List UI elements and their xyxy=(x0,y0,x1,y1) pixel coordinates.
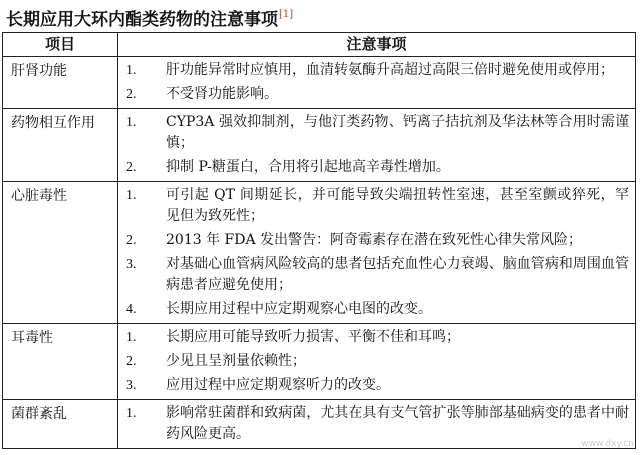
row-category: 心脏毒性 xyxy=(3,182,118,324)
list-item xyxy=(118,84,635,105)
item-number: 1. xyxy=(126,188,137,203)
item-number: 1. xyxy=(126,63,137,78)
list-item xyxy=(118,351,635,372)
item-text: 长期应用可能导致听力损害、平衡不佳和耳鸣； xyxy=(166,329,460,345)
row-precautions xyxy=(118,109,636,182)
table-body xyxy=(3,57,636,449)
header-precautions: 注意事项 xyxy=(118,33,636,57)
item-number: 3. xyxy=(126,257,137,272)
list-item xyxy=(118,60,635,81)
precautions-table xyxy=(2,32,636,449)
item-number: 1. xyxy=(126,406,137,421)
item-text: CYP3A 强效抑制剂，与他汀类药物、钙离子拮抗剂及华法林等合用时需谨慎； xyxy=(166,114,629,151)
list-item xyxy=(118,254,635,296)
row-precautions xyxy=(118,324,636,400)
list-item xyxy=(118,403,635,445)
item-text: 抑制 P-糖蛋白，合用将引起地高辛毒性增加。 xyxy=(166,159,450,175)
item-number: 4. xyxy=(126,302,137,317)
title-reference[interactable]: [1] xyxy=(279,9,294,20)
item-text: 可引起 QT 间期延长，并可能导致尖端扭转性室速，甚至室颤或猝死，罕见但为致死性； xyxy=(166,187,629,224)
item-number: 1. xyxy=(126,115,137,130)
item-number: 1. xyxy=(126,330,137,345)
row-category: 肝肾功能 xyxy=(3,57,118,109)
table-row xyxy=(3,324,636,400)
row-precautions xyxy=(118,400,636,449)
list-item xyxy=(118,157,635,178)
list-item xyxy=(118,299,635,320)
item-text: 肝功能异常时应慎用，血清转氨酶升高超过高限三倍时避免使用或停用； xyxy=(166,62,614,78)
table-row xyxy=(3,57,636,109)
table-row xyxy=(3,400,636,449)
item-number: 2. xyxy=(126,233,137,248)
watermark: www.dxy.cn xyxy=(581,439,634,449)
header-item: 项目 xyxy=(3,33,118,57)
item-text: 不受肾功能影响。 xyxy=(166,86,278,102)
item-number: 2. xyxy=(126,354,137,369)
list-item xyxy=(118,375,635,396)
title-text: 长期应用大环内酯类药物的注意事项 xyxy=(6,10,278,30)
table-row xyxy=(3,109,636,182)
row-precautions xyxy=(118,182,636,324)
table-row xyxy=(3,182,636,324)
table-header-row xyxy=(3,33,636,57)
row-category: 耳毒性 xyxy=(3,324,118,400)
item-text: 应用过程中应定期观察听力的改变。 xyxy=(166,377,390,393)
list-item xyxy=(118,327,635,348)
row-category: 药物相互作用 xyxy=(3,109,118,182)
item-number: 3. xyxy=(126,378,137,393)
page-title xyxy=(6,2,293,28)
item-number: 2. xyxy=(126,160,137,175)
item-text: 长期应用过程中应定期观察心电图的改变。 xyxy=(166,301,432,317)
list-item xyxy=(118,185,635,227)
list-item xyxy=(118,230,635,251)
item-text: 少见且呈剂量依赖性； xyxy=(166,353,306,369)
item-text: 2013 年 FDA 发出警告：阿奇霉素存在潜在致死性心律失常风险； xyxy=(166,232,583,248)
row-category: 菌群紊乱 xyxy=(3,400,118,449)
item-text: 影响常驻菌群和致病菌，尤其在具有支气管扩张等肺部基础病变的患者中耐药风险更高。 xyxy=(166,405,629,442)
list-item xyxy=(118,112,635,154)
item-number: 2. xyxy=(126,87,137,102)
row-precautions xyxy=(118,57,636,109)
item-text: 对基础心血管病风险较高的患者包括充血性心力衰竭、脑血管病和周围血管病患者应避免使用； xyxy=(166,256,629,293)
